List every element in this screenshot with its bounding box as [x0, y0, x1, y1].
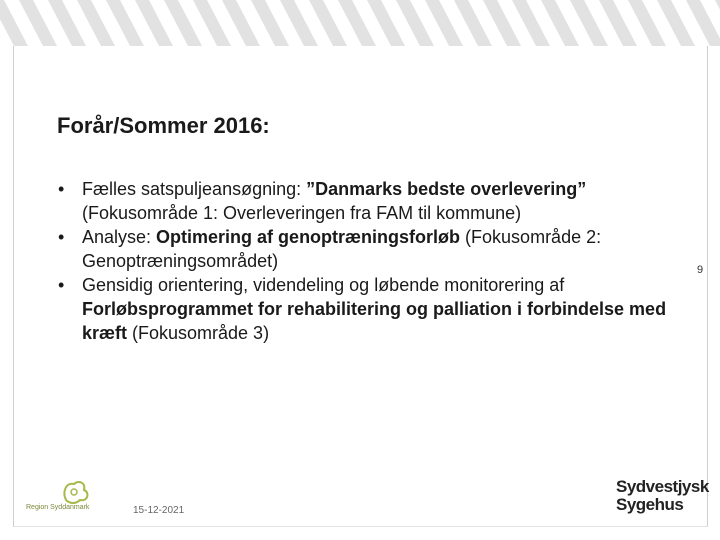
logo-line-2: Sygehus: [616, 495, 684, 514]
stripe: [135, 0, 173, 46]
region-logo-icon: [58, 478, 98, 506]
stripe: [570, 0, 608, 46]
logo-line-1: Sydvestjysk: [616, 477, 709, 496]
stripe: [222, 0, 260, 46]
bullet-3-text: Gensidig orientering, videndeling og løbende monitorering af: [82, 275, 565, 295]
region-syddanmark-logo: [26, 478, 116, 518]
bullet-dot: •: [58, 227, 65, 247]
stripe: [280, 0, 318, 46]
stripe: [338, 0, 376, 46]
bullet-1-text: Fælles satspuljeansøgning:: [82, 179, 307, 199]
bullet-1-text-end: (Fokusområde 1: Overleveringen fra FAM til kommune): [82, 203, 522, 223]
slide-title: Forår/Sommer 2016:: [57, 113, 270, 138]
bullet-2-bold: Optimering af genoptræningsforløb: [156, 227, 461, 247]
stripe: [193, 0, 231, 46]
region-logo-text: Region Syddanmark: [26, 504, 90, 511]
stripe: [309, 0, 347, 46]
stripe: [425, 0, 463, 46]
stripe: [599, 0, 637, 46]
stripe: [106, 0, 144, 46]
stripe: [454, 0, 492, 46]
bullet-dot: •: [58, 275, 65, 295]
bullet-item-3: [58, 273, 698, 345]
sydvestjysk-sygehus-logo: [616, 478, 709, 514]
stripe: [164, 0, 202, 46]
bullet-1-bold: ”Danmarks bedste overlevering”: [306, 179, 587, 199]
bullet-3-bold: Forløbsprogrammet for rehabilitering og palliation i forbindelse med kræft: [82, 299, 667, 343]
bullet-2-text-end: (Fokusområde 2: Genoptræningsområdet): [82, 227, 602, 271]
slide-date: 15-12-2021: [133, 505, 185, 516]
page-number: 9: [697, 264, 704, 276]
header-stripes: [0, 0, 720, 46]
stripe: [628, 0, 666, 46]
stripe: [48, 0, 86, 46]
bullet-list: [58, 177, 698, 345]
bullet-2-text: Analyse:: [82, 227, 157, 247]
stripe: [541, 0, 579, 46]
stripe: [367, 0, 405, 46]
stripe: [483, 0, 521, 46]
bullet-item-1: [58, 177, 698, 225]
bullet-3-text-end: (Fokusområde 3): [127, 323, 270, 343]
bullet-dot: •: [58, 179, 65, 199]
stripe: [512, 0, 550, 46]
stripe: [657, 0, 695, 46]
stripe: [251, 0, 289, 46]
bullet-item-2: [58, 225, 698, 273]
stripe: [396, 0, 434, 46]
stripe: [77, 0, 115, 46]
stripe: [19, 0, 57, 46]
